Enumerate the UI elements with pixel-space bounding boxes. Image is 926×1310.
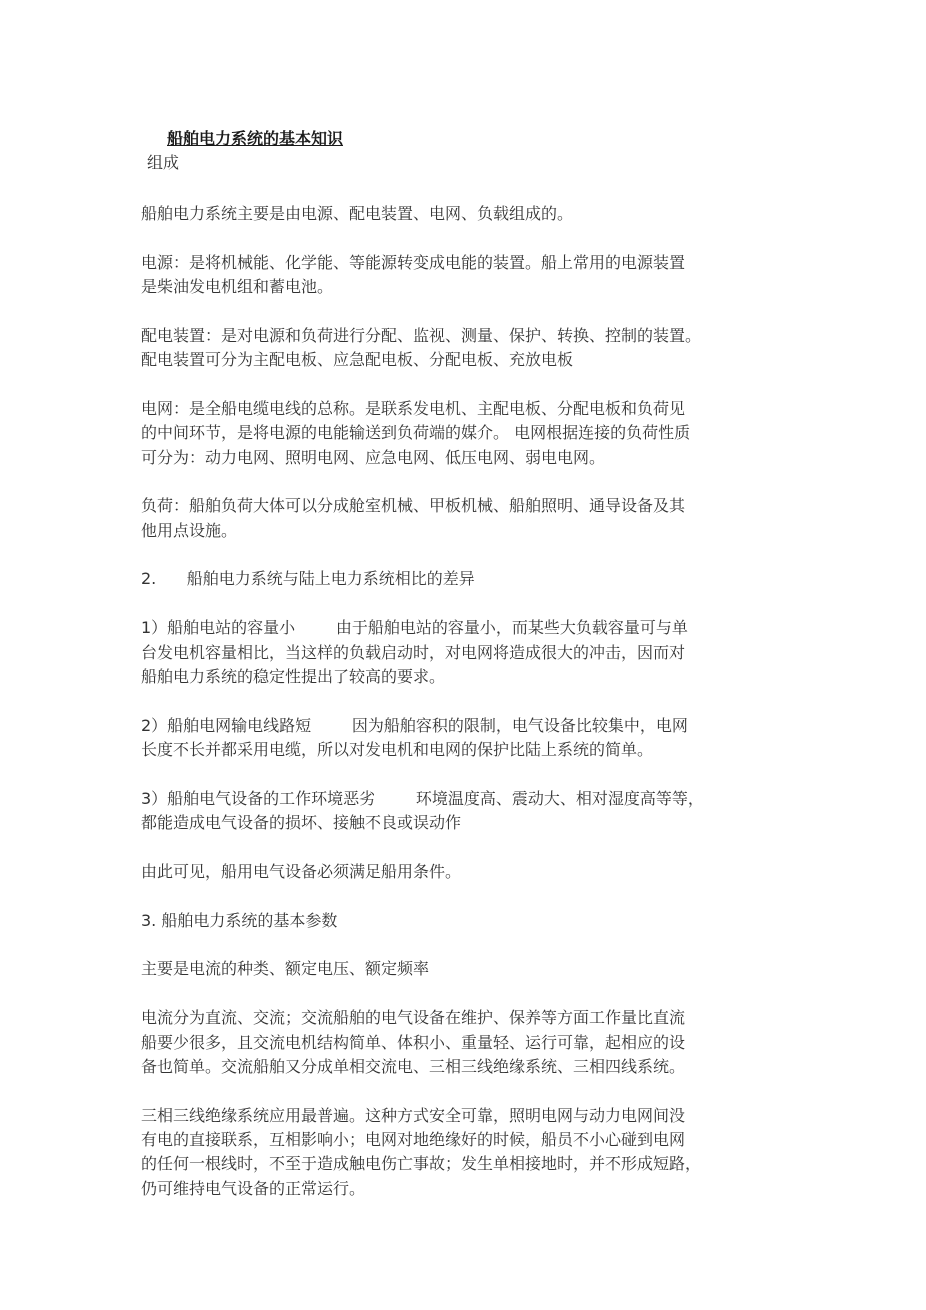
text-line: 都能造成电气设备的损坏、接触不良或误动作	[141, 813, 462, 833]
text-line: 2）船舶电网输电线路短 因为船舶容积的限制，电气设备比较集中，电网	[141, 715, 688, 735]
text-line: 电源：是将机械能、化学能、等能源转变成电能的装置。船上常用的电源装置	[141, 252, 686, 272]
text-line: 是柴油发电机组和蓄电池。	[141, 277, 334, 297]
text-line: 他用点设施。	[141, 520, 238, 540]
text-line: 船舶电力系统主要是由电源、配电装置、电网、负载组成的。	[141, 204, 574, 223]
paragraph-parameters	[141, 957, 811, 981]
text-line: 电网：是全船电缆电线的总称。是联系发电机、主配电板、分配电板和负荷见	[141, 398, 686, 418]
section-heading-parameters	[141, 909, 811, 933]
paragraph-distribution	[141, 324, 811, 373]
text-line: 电流分为直流、交流；交流船舶的电气设备在维护、保养等方面工作量比直流	[141, 1008, 686, 1028]
text-line: 的任何一根线时，不至于造成触电伤亡事故；发生单相接地时，并不形成短路，	[141, 1154, 702, 1174]
text-line: 配电装置可分为主配电板、应急配电板、分配电板、充放电板	[141, 350, 574, 370]
text-line: 可分为：动力电网、照明电网、应急电网、低压电网、弱电电网。	[141, 447, 606, 467]
text-line: 1）船舶电站的容量小 由于船舶电站的容量小，而某些大负载容量可与单	[141, 618, 688, 638]
text-line: 配电装置：是对电源和负荷进行分配、监视、测量、保护、转换、控制的装置。	[141, 325, 702, 345]
paragraph-current-types	[141, 1006, 811, 1079]
paragraph-overview	[141, 202, 811, 226]
section-heading-differences	[141, 567, 811, 591]
text-line: 的中间环节，是将电源的电能输送到负荷端的媒介。 电网根据连接的负荷性质	[141, 423, 691, 443]
section-heading-composition: 组成	[147, 153, 180, 172]
paragraph-power-source	[141, 251, 811, 300]
paragraph-three-phase	[141, 1104, 811, 1201]
paragraph-difference-1	[141, 616, 811, 689]
text-line: 备也简单。交流船舶又分成单相交流电、三相三线绝缘系统、三相四线系统。	[141, 1056, 686, 1076]
text-line: 长度不长并都采用电缆，所以对发电机和电网的保护比陆上系统的简单。	[141, 739, 654, 759]
paragraph-grid	[141, 397, 811, 470]
text-line: 船要少很多，且交流电机结构简单、体积小、重量轻、运行可靠，起相应的设	[141, 1032, 686, 1052]
text-line: 负荷：船舶负荷大体可以分成舱室机械、甲板机械、船舶照明、通导设备及其	[141, 496, 686, 516]
document-body	[141, 202, 811, 1225]
text-line: 有电的直接联系，互相影响小；电网对地绝缘好的时候，船员不小心碰到电网	[141, 1129, 686, 1149]
document-title: 船舶电力系统的基本知识	[167, 129, 344, 148]
text-line: 船舶电力系统的稳定性提出了较高的要求。	[141, 666, 446, 686]
text-line: 三相三线绝缘系统应用最普遍。这种方式安全可靠，照明电网与动力电网间没	[141, 1105, 686, 1125]
text-line: 2. 船舶电力系统与陆上电力系统相比的差异	[141, 569, 475, 589]
text-line: 仍可维持电气设备的正常运行。	[141, 1178, 366, 1198]
paragraph-difference-2	[141, 714, 811, 763]
text-line: 由此可见，船用电气设备必须满足船用条件。	[141, 861, 462, 881]
text-line: 主要是电流的种类、额定电压、额定频率	[141, 959, 430, 979]
paragraph-conclusion	[141, 860, 811, 884]
paragraph-difference-3	[141, 787, 811, 836]
text-line: 3. 船舶电力系统的基本参数	[141, 910, 338, 930]
text-line: 台发电机容量相比，当这样的负载启动时，对电网将造成很大的冲击，因而对	[141, 642, 686, 662]
paragraph-load	[141, 494, 811, 543]
text-line: 3）船舶电气设备的工作环境恶劣 环境温度高、震动大、相对湿度高等等，	[141, 788, 704, 808]
